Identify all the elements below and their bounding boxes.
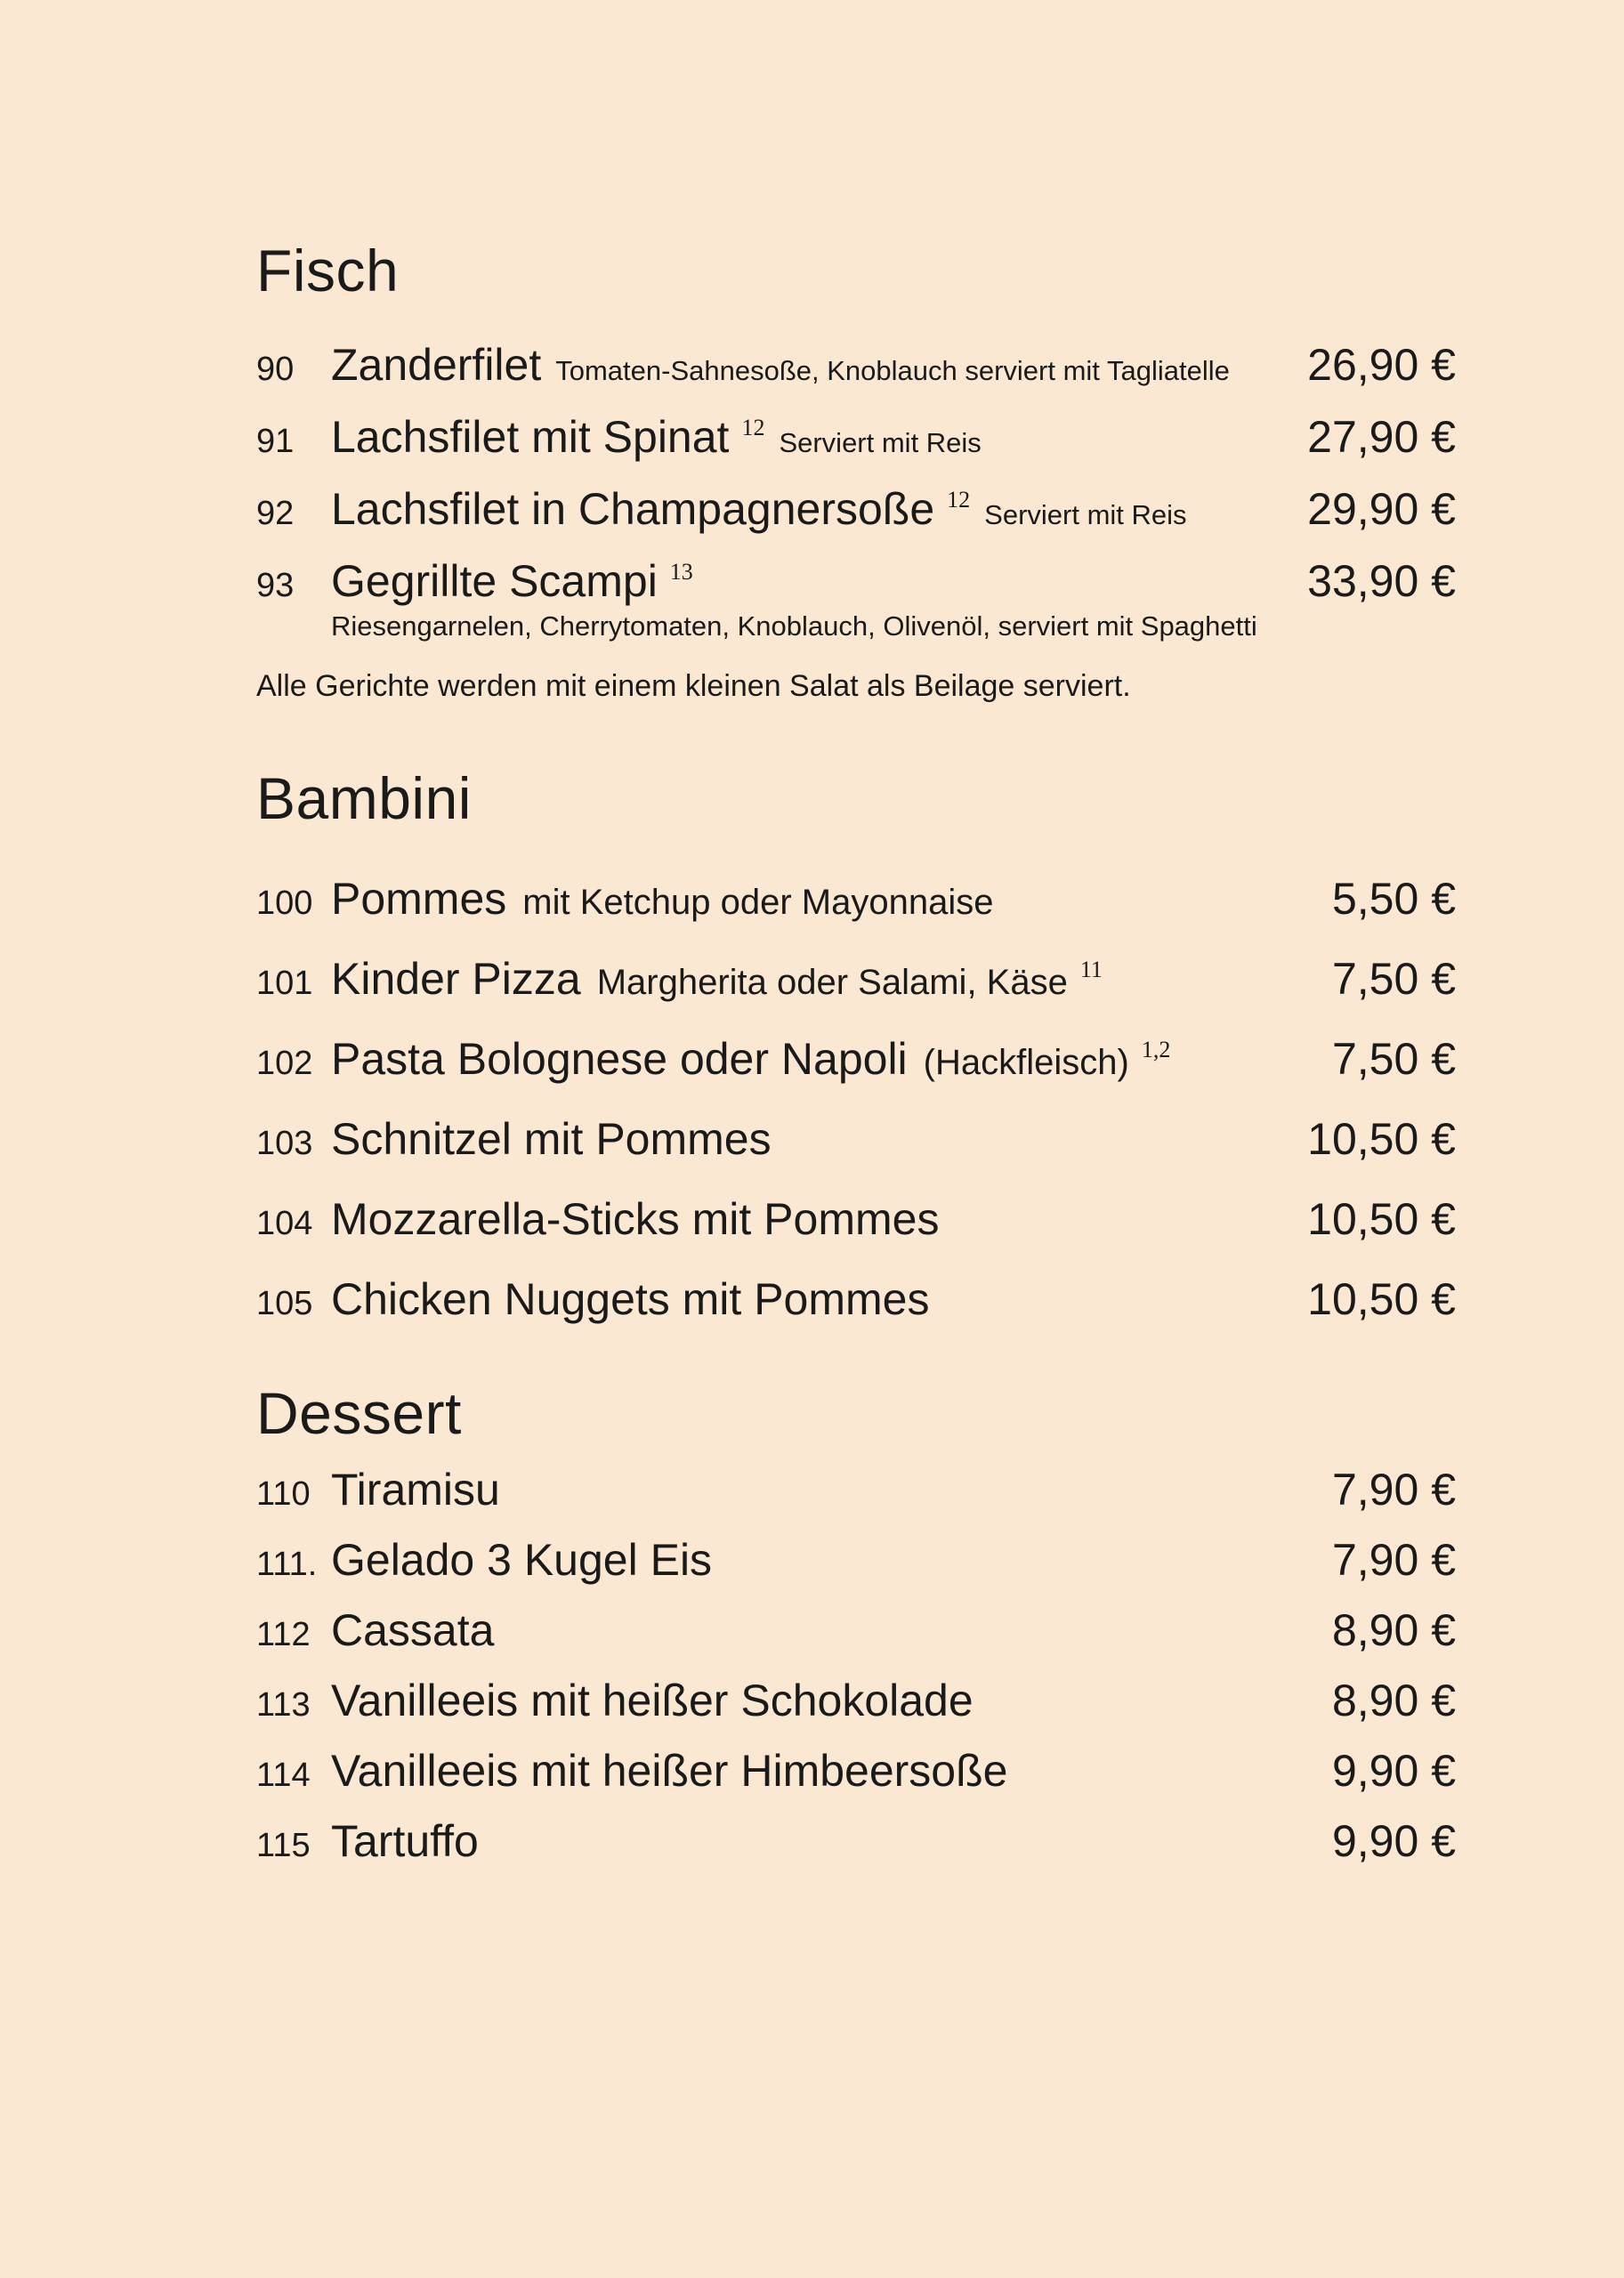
menu-item [256, 1193, 1456, 1246]
item-price: 8,90 € [1331, 1676, 1456, 1726]
menu-item [256, 339, 1456, 392]
item-price: 9,90 € [1331, 1746, 1456, 1797]
menu-section [256, 1379, 1456, 1868]
menu-item-row [256, 1815, 1456, 1868]
menu-item-row [256, 1193, 1456, 1246]
menu-item-row [256, 1464, 1456, 1516]
item-price: 7,90 € [1331, 1535, 1456, 1586]
section-note: Alle Gerichte werden mit einem kleinen Salat als Beilage serviert. [256, 669, 1131, 704]
section-title: Dessert [256, 1379, 462, 1446]
menu-item [256, 483, 1456, 536]
menu-item [256, 411, 1456, 464]
item-price: 5,50 € [1331, 873, 1456, 924]
menu-item-row [256, 1745, 1456, 1797]
item-price: 29,90 € [1307, 484, 1456, 535]
item-number: 105 [256, 1284, 313, 1322]
menu-item-row [256, 953, 1456, 1006]
item-name: Zanderfilet [331, 340, 542, 391]
menu-item-row [256, 1273, 1456, 1326]
section-items [256, 339, 1456, 642]
item-name: Vanilleeis mit heißer Himbeersoße [331, 1746, 1008, 1797]
menu-item [256, 555, 1456, 642]
item-footnote-superscript: 1,2 [1141, 1036, 1171, 1062]
section-items [256, 873, 1456, 1326]
menu-item-row [256, 483, 1456, 536]
item-name: Gelado 3 Kugel Eis [331, 1535, 713, 1586]
item-name: Tiramisu [331, 1465, 500, 1515]
item-price: 7,90 € [1331, 1465, 1456, 1515]
item-number: 112 [256, 1616, 311, 1654]
menu-item-row [256, 873, 1456, 925]
menu-item [256, 873, 1456, 925]
item-name: Mozzarella-Sticks mit Pommes [331, 1193, 940, 1244]
item-name: Tartuffo [331, 1816, 479, 1867]
item-price: 7,50 € [1331, 953, 1456, 1004]
item-price: 8,90 € [1331, 1605, 1456, 1656]
item-number: 93 [256, 567, 295, 605]
menu-item-row [256, 1113, 1456, 1166]
section-items [256, 1464, 1456, 1868]
item-number: 113 [256, 1686, 311, 1725]
item-name: Schnitzel mit Pommes [331, 1113, 772, 1164]
menu-item [256, 1815, 1456, 1868]
menu-item [256, 1604, 1456, 1657]
item-serving-note: Serviert mit Reis [779, 427, 982, 459]
menu-item-row [256, 555, 1456, 608]
item-number: 115 [256, 1827, 311, 1865]
item-number: 104 [256, 1204, 313, 1242]
item-number: 100 [256, 884, 313, 922]
item-serving-note: Tomaten-Sahnesoße, Knoblauch serviert mit Tagliatelle [555, 355, 1230, 387]
item-price: 27,90 € [1307, 412, 1456, 463]
menu-item [256, 1534, 1456, 1587]
menu-item [256, 1675, 1456, 1727]
item-serving-note: Serviert mit Reis [984, 499, 1187, 531]
menu-item-row [256, 411, 1456, 464]
item-name: Kinder Pizza [331, 953, 581, 1004]
item-footnote-superscript: 11 [1079, 956, 1103, 982]
item-price: 10,50 € [1307, 1113, 1456, 1164]
item-name: Chicken Nuggets mit Pommes [331, 1273, 930, 1324]
menu-item [256, 1033, 1456, 1086]
item-subtitle: mit Ketchup oder Mayonnaise [522, 882, 994, 922]
menu-section [256, 765, 1456, 1325]
item-name: Vanilleeis mit heißer Schokolade [331, 1676, 974, 1726]
menu-section [256, 240, 1456, 704]
item-number: 92 [256, 495, 295, 533]
menu-sections [256, 240, 1456, 1868]
menu-item [256, 1464, 1456, 1516]
section-title: Fisch [256, 238, 400, 303]
menu-item-row [256, 1675, 1456, 1727]
item-name: Lachsfilet mit Spinat [331, 412, 730, 463]
item-name: Pommes [331, 873, 507, 924]
menu-item-row [256, 1534, 1456, 1587]
item-name: Gegrillte Scampi [331, 556, 658, 607]
item-description: Riesengarnelen, Cherrytomaten, Knoblauch, Olivenöl, serviert mit Spaghetti [331, 610, 1257, 642]
item-number: 91 [256, 423, 295, 461]
item-number: 90 [256, 351, 295, 389]
item-number: 111. [256, 1546, 318, 1584]
menu-item-row [256, 1604, 1456, 1657]
item-price: 9,90 € [1331, 1816, 1456, 1867]
menu-item-row [256, 1033, 1456, 1086]
item-number: 102 [256, 1044, 313, 1082]
item-name: Pasta Bolognese oder Napoli [331, 1033, 908, 1084]
item-number: 110 [256, 1475, 311, 1514]
item-name: Lachsfilet in Champagnersoße [331, 484, 935, 535]
item-name: Cassata [331, 1605, 495, 1656]
item-price: 33,90 € [1307, 556, 1456, 607]
item-number: 101 [256, 964, 313, 1002]
item-price: 10,50 € [1307, 1273, 1456, 1324]
menu-item [256, 1745, 1456, 1797]
item-number: 103 [256, 1124, 313, 1162]
menu-item [256, 953, 1456, 1006]
section-title: Bambini [256, 765, 472, 832]
item-price: 7,50 € [1331, 1033, 1456, 1084]
item-footnote-superscript: 12 [947, 487, 971, 513]
menu-item [256, 1273, 1456, 1326]
item-footnote-superscript: 12 [741, 415, 765, 441]
item-subtitle: (Hackfleisch) [923, 1042, 1129, 1082]
menu-item-row [256, 339, 1456, 392]
item-footnote-superscript: 13 [669, 559, 693, 586]
item-number: 114 [256, 1757, 311, 1795]
menu-item [256, 1113, 1456, 1166]
item-price: 26,90 € [1307, 340, 1456, 391]
item-subtitle: Margherita oder Salami, Käse [596, 962, 1068, 1002]
item-price: 10,50 € [1307, 1193, 1456, 1244]
